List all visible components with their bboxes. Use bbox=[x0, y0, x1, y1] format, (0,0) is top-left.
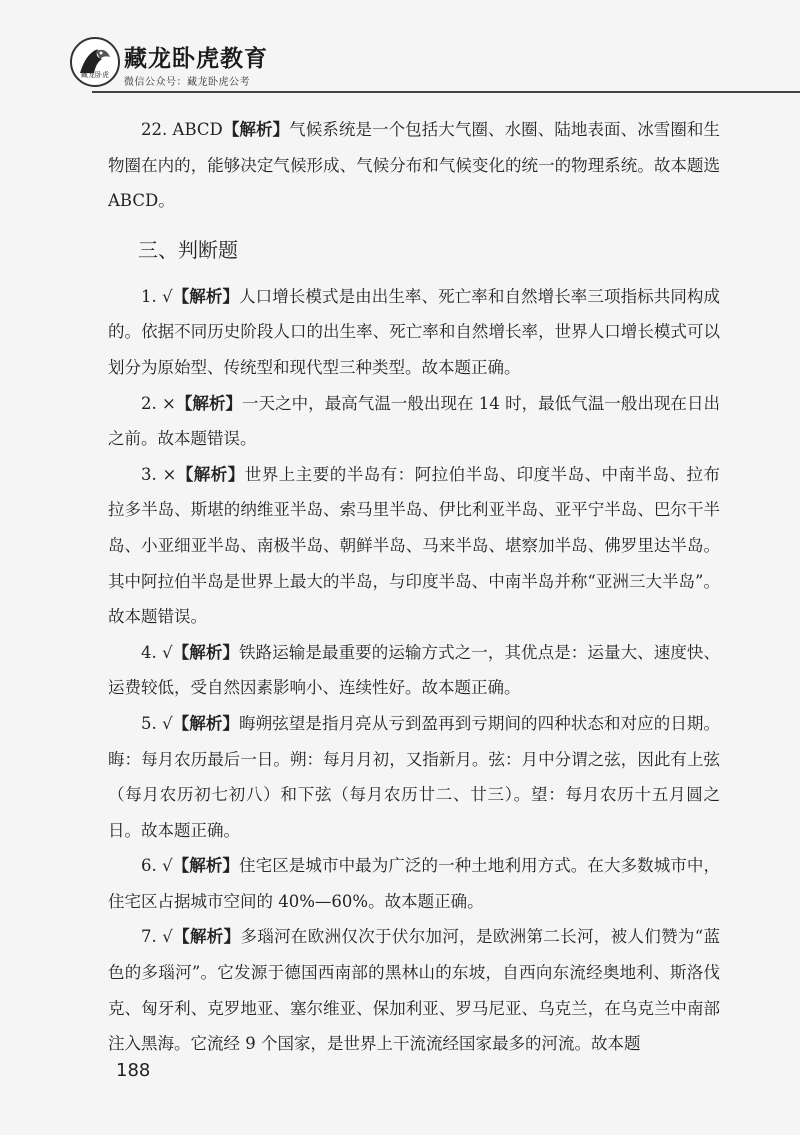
answer-text: 气候系统是一个包括大气圈、水圈、陆地表面、冰雪圈和生物圈在内的，能够决定气候形成、气候分布和气候变化的统一的物理系统。故本题选 ABCD。 bbox=[108, 120, 721, 211]
answer-number: 5. √ bbox=[141, 713, 173, 733]
answer-paragraph bbox=[108, 279, 720, 386]
analysis-tag: 【解析】 bbox=[222, 120, 290, 139]
answer-paragraph bbox=[108, 386, 720, 457]
analysis-tag: 【解析】 bbox=[175, 393, 243, 413]
analysis-tag: 【解析】 bbox=[172, 927, 241, 947]
answer-text: 晦朔弦望是指月亮从亏到盈再到亏期间的四种状态和对应的日期。晦：每月农历最后一日。朔：每月月初，又指新月。弦：月中分谓之弦，因此有上弦（每月农历初七初八）和下弦（每月农历廿二、廿三）。望：每月农历十五月圆之日。故本题正确。 bbox=[108, 713, 721, 840]
answer-paragraph bbox=[108, 919, 720, 1061]
answer-number: 7. √ bbox=[141, 927, 173, 947]
answer-number: 4. √ bbox=[141, 642, 173, 662]
answer-number: 3. × bbox=[141, 464, 177, 484]
brand-subtitle: 微信公众号：藏龙卧虎公考 bbox=[124, 77, 250, 88]
answer-text: 世界上主要的半岛有：阿拉伯半岛、印度半岛、中南半岛、拉布拉多半岛、斯堪的纳维亚半岛、索马里半岛、伊比利亚半岛、亚平宁半岛、巴尔干半岛、小亚细亚半岛、南极半岛、朝鲜半岛、马来半岛、堪察加半岛、佛罗里达半岛。其中阿拉伯半岛是世界上最大的半岛，与印度半岛、中南半岛并称“亚洲三大半岛”。故本题错误。 bbox=[108, 464, 720, 627]
brand-logo bbox=[70, 37, 120, 87]
answer-paragraph bbox=[108, 635, 720, 706]
answer-paragraph bbox=[108, 457, 720, 635]
answer-number: 22. ABCD bbox=[141, 120, 223, 139]
answer-paragraph bbox=[108, 848, 720, 919]
header-divider bbox=[92, 91, 800, 93]
answer-number: 1. √ bbox=[141, 286, 173, 306]
answer-number: 6. √ bbox=[141, 856, 173, 876]
page-content bbox=[108, 112, 720, 1062]
analysis-tag: 【解析】 bbox=[176, 464, 245, 484]
answer-paragraph bbox=[108, 112, 720, 219]
logo-caption: 藏龙卧虎 bbox=[81, 71, 109, 79]
analysis-tag: 【解析】 bbox=[172, 642, 240, 662]
answer-text: 多瑙河在欧洲仅次于伏尔加河，是欧洲第二长河，被人们赞为“蓝色的多瑙河”。它发源于德国西南部的黑林山的东坡，自西向东流经奥地利、斯洛伐克、匈牙利、克罗地亚、塞尔维亚、保加利亚、罗马尼亚、乌克兰，在乌克兰中南部注入黑海。它流经 9 个国家，是世界上干流流经国家最多的河流。故本题 bbox=[108, 927, 720, 1054]
answer-text: 铁路运输是最重要的运输方式之一，其优点是：运量大、速度快、运费较低，受自然因素影响小、连续性好。故本题正确。 bbox=[108, 642, 721, 698]
answer-text: 人口增长模式是由出生率、死亡率和自然增长率三项指标共同构成的。依据不同历史阶段人口的出生率、死亡率和自然增长率，世界人口增长模式可以划分为原始型、传统型和现代型三种类型。故本题正确。 bbox=[108, 286, 721, 377]
analysis-tag: 【解析】 bbox=[172, 286, 240, 306]
answer-number: 2. × bbox=[141, 393, 176, 413]
answer-paragraph bbox=[108, 706, 720, 848]
brand-title: 藏龙卧虎教育 bbox=[124, 46, 268, 72]
answer-text: 一天之中，最高气温一般出现在 14 时，最低气温一般出现在日出之前。故本题错误。 bbox=[108, 393, 720, 449]
answer-text: 住宅区是城市中最为广泛的一种土地利用方式。在大多数城市中，住宅区占据城市空间的 40%—60%。故本题正确。 bbox=[108, 856, 721, 911]
page-number: 188 bbox=[116, 1060, 151, 1081]
analysis-tag: 【解析】 bbox=[172, 856, 240, 876]
analysis-tag: 【解析】 bbox=[172, 713, 240, 733]
section-title: 三、判断题 bbox=[138, 237, 238, 262]
page-header bbox=[0, 0, 800, 92]
